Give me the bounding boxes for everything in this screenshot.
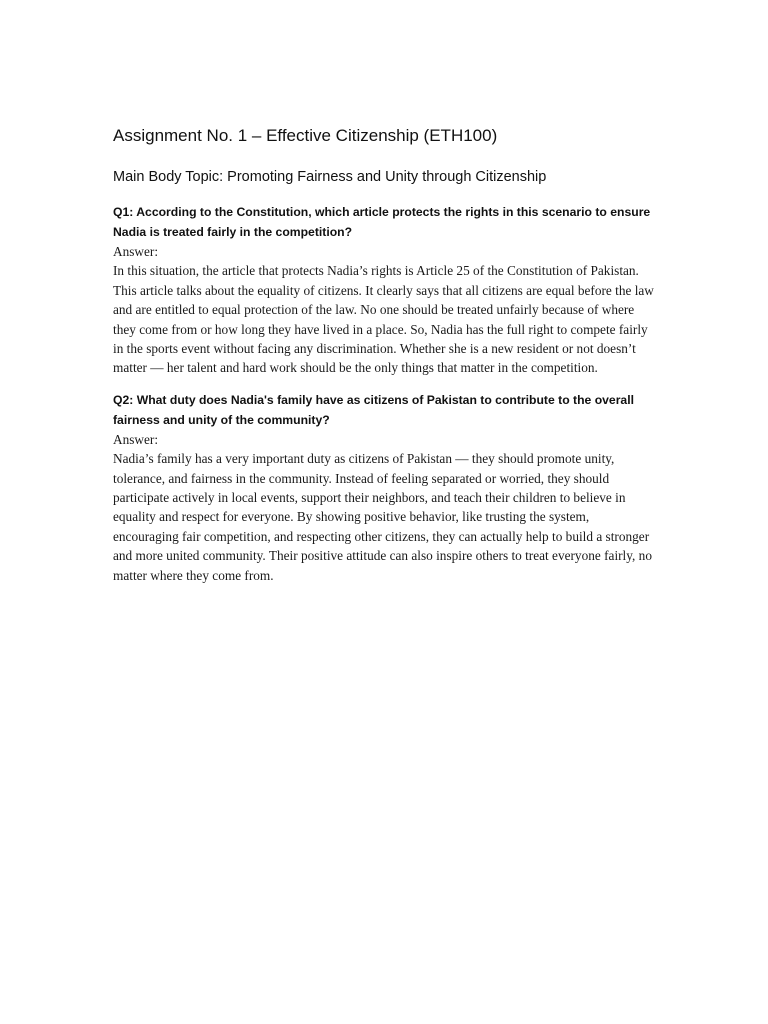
document-title: Assignment No. 1 – Effective Citizenship (ETH100)	[113, 126, 498, 145]
question-2: Q2: What duty does Nadia's family have as citizens of Pakistan to contribute to the overall fairness and unity of the community?	[113, 392, 634, 427]
answer-label-2: Answer:	[113, 431, 159, 447]
answer-label-1: Answer:	[113, 244, 159, 259]
document-page	[113, 122, 658, 597]
main-body-topic: Main Body Topic: Promoting Fairness and Unity through Citizenship	[113, 169, 547, 185]
answer-text-2: Nadia’s family has a very important duty as citizens of Pakistan — they should promote unity, tolerance, and fairness in the community. Instead of feeling separated or worried, they should participate actively in local events, support their neighbors, and teach their children to believe in equality and respect for everyone. By showing positive behavior, like trusting the system, encouraging fair competition, and respecting other citizens, they can actually help to build a stronger and more united community. Their positive attitude can also inspire others to treat everyone fairly, no matter where they come from.	[113, 451, 652, 583]
question-block-1	[113, 202, 658, 378]
answer-text-1: In this situation, the article that protects Nadia’s rights is Article 25 of the Constitution of Pakistan. This article talks about the equality of citizens. It clearly says that all citizens are equal before the law and are entitled to equal protection of the law. No one should be treated unfairly because of where they come from or how long they have lived in a place. So, Nadia has the full right to compete fairly in the sports event without facing any discrimination. Whether she is a new resident or not doesn’t matter — her talent and hard work should be the only things that matter in the competition.	[113, 263, 654, 376]
question-block-2	[113, 390, 658, 585]
question-1: Q1: According to the Constitution, which article protects the rights in this scenario to ensure Nadia is treated fairly in the competition?	[113, 205, 651, 239]
